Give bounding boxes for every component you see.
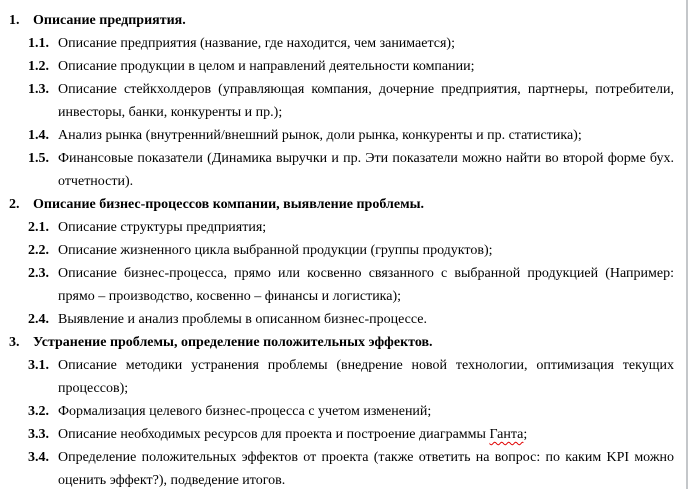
list-item-text: Описание продукции в целом и направлений деятельности компании; xyxy=(58,59,475,74)
list-item-number: 1.3. xyxy=(28,82,49,97)
list-item-number: 3.2. xyxy=(28,404,49,419)
list-item xyxy=(28,423,674,446)
section-title: Устранение проблемы, определение положительных эффектов. xyxy=(33,335,433,350)
list-item xyxy=(28,124,674,147)
list-item-text: Описание стейкхолдеров (управляющая компания, дочерние предприятия, партнеры, потребители, инвесторы, банки, конкуренты и пр.); xyxy=(58,82,674,120)
list-item xyxy=(28,400,674,423)
list-item xyxy=(28,147,674,193)
section-heading xyxy=(9,193,674,216)
list-item-text: Описание структуры предприятия; xyxy=(58,220,267,235)
list-item xyxy=(28,446,674,489)
list-item xyxy=(28,55,674,78)
section-title: Описание предприятия. xyxy=(33,13,186,28)
section-title: Описание бизнес-процессов компании, выявление проблемы. xyxy=(33,197,425,212)
list-item-number: 1.5. xyxy=(28,151,49,166)
section-number: 2. xyxy=(9,197,20,212)
list-item-number: 3.4. xyxy=(28,450,49,465)
list-item-number: 2.3. xyxy=(28,266,49,281)
list-item-number: 2.2. xyxy=(28,243,49,258)
section-heading xyxy=(9,331,674,354)
page-edge-line xyxy=(686,0,688,489)
list-item xyxy=(28,308,674,331)
list-item-number: 3.1. xyxy=(28,358,49,373)
list-item-text: Финансовые показатели (Динамика выручки и пр. Эти показатели можно найти во второй форме бух. отчетности). xyxy=(58,151,674,189)
section-number: 1. xyxy=(9,13,20,28)
list-item-number: 1.1. xyxy=(28,36,49,51)
list-item-number: 2.4. xyxy=(28,312,49,327)
section-number: 3. xyxy=(9,335,20,350)
list-item-text-after: ; xyxy=(523,427,528,442)
list-item xyxy=(28,216,674,239)
section-heading xyxy=(9,9,674,32)
list-item-text: Выявление и анализ проблемы в описанном бизнес-процессе. xyxy=(58,312,427,327)
list-item xyxy=(28,32,674,55)
list-item-text: Описание методики устранения проблемы (внедрение новой технологии, оптимизация текущих процессов); xyxy=(58,358,674,396)
list-item-text: Формализация целевого бизнес-процесса с учетом изменений; xyxy=(58,404,432,419)
misspelled-word-spellcheck[interactable]: Ганта xyxy=(489,427,524,442)
list-item xyxy=(28,262,674,308)
list-item-number: 2.1. xyxy=(28,220,49,235)
list-item xyxy=(28,354,674,400)
list-item-text: Описание бизнес-процесса, прямо или косвенно связанного с выбранной продукцией (Например: прямо – производство, косвенно – финансы и логистика); xyxy=(58,266,674,304)
list-item-text: Описание жизненного цикла выбранной продукции (группы продуктов); xyxy=(58,243,493,258)
list-item-number: 1.2. xyxy=(28,59,49,74)
list-item-text: Определение положительных эффектов от проекта (также ответить на вопрос: по каким KPI можно оценить эффект?), подведение итогов. xyxy=(58,450,674,488)
list-item xyxy=(28,239,674,262)
list-item-text: Описание предприятия (название, где находится, чем занимается); xyxy=(58,36,455,51)
list-item xyxy=(28,78,674,124)
list-item-text-before: Описание необходимых ресурсов для проекта и построение диаграммы xyxy=(58,427,490,442)
list-item-text: Анализ рынка (внутренний/внешний рынок, доли рынка, конкуренты и пр. статистика); xyxy=(58,128,582,143)
list-item-number: 1.4. xyxy=(28,128,49,143)
list-item-text xyxy=(58,423,674,446)
list-item-number: 3.3. xyxy=(28,427,49,442)
